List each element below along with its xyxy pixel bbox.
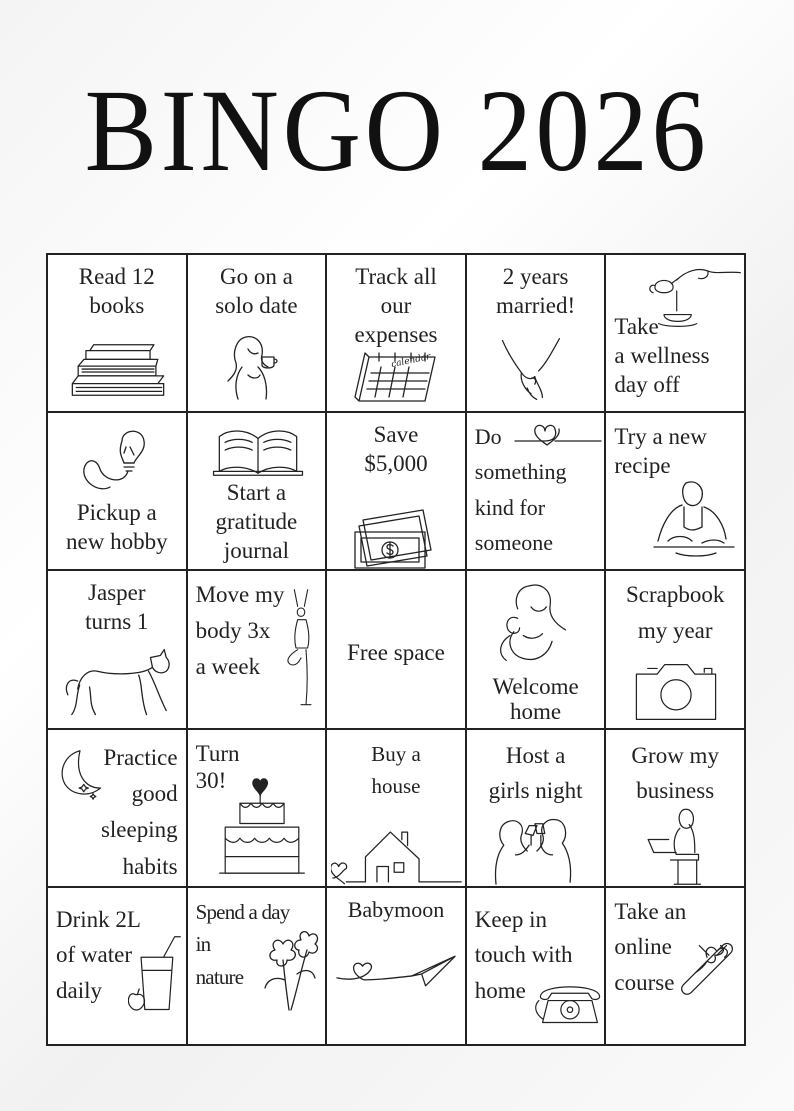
cell-label: Go on a solo date xyxy=(215,264,298,318)
moon-stars-icon xyxy=(52,746,108,804)
cell-label: Start a gratitude journal xyxy=(215,480,298,563)
woman-laptop-icon xyxy=(640,804,716,887)
chef-cooking-icon xyxy=(646,475,745,569)
bingo-cell-sleeping[interactable] xyxy=(47,729,187,887)
cell-label: 2 years married! xyxy=(496,264,576,318)
house-line-icon xyxy=(331,822,465,887)
cell-label: Pickup a new hobby xyxy=(66,500,168,554)
cell-label: Turn 30! xyxy=(195,740,240,794)
friends-toasting-icon xyxy=(483,812,587,887)
woman-drinking-coffee-icon xyxy=(218,327,298,407)
open-book-icon xyxy=(208,423,308,481)
cell-label: Try a new recipe xyxy=(614,424,707,478)
bingo-cell-girls-night[interactable] xyxy=(466,729,606,887)
bingo-cell-nature[interactable] xyxy=(187,887,327,1045)
books-stack-icon xyxy=(64,337,172,405)
holding-hands-icon xyxy=(491,331,571,407)
bingo-cell-move-body[interactable] xyxy=(187,570,327,728)
bingo-cell-new-hobby[interactable] xyxy=(47,412,187,570)
heart-line-icon xyxy=(505,417,605,457)
yoga-pose-icon xyxy=(276,577,326,728)
bingo-cell-read-books[interactable] xyxy=(47,254,187,412)
cat-icon xyxy=(60,645,178,725)
rotary-phone-icon xyxy=(533,964,606,1028)
cell-label: Babymoon xyxy=(347,896,445,922)
cell-label: Save $5,000 xyxy=(364,422,428,476)
birthday-cake-icon xyxy=(216,770,308,887)
cell-label: Jasper turns 1 xyxy=(85,580,149,635)
bingo-cell-gratitude-journal[interactable] xyxy=(187,412,327,570)
water-glass-apple-icon xyxy=(128,932,184,1018)
bingo-cell-jasper[interactable] xyxy=(47,570,187,728)
cell-label: Scrapbook my year xyxy=(626,582,725,644)
cell-label: Take an online course xyxy=(614,898,687,996)
bingo-cell-kindness[interactable] xyxy=(466,412,606,570)
bingo-cell-track-expenses[interactable] xyxy=(326,254,466,412)
diploma-scroll-icon xyxy=(674,924,742,1006)
tea-pouring-icon xyxy=(644,261,744,339)
bingo-cell-wellness-day[interactable] xyxy=(605,254,745,412)
bingo-cell-welcome-home[interactable] xyxy=(466,570,606,728)
bingo-cell-grow-business[interactable] xyxy=(605,729,745,887)
paper-plane-icon xyxy=(333,952,461,992)
cell-label: Buy a house xyxy=(371,741,421,799)
cell-label: Drink 2L of water daily xyxy=(56,906,141,1004)
cell-label: Read 12 books xyxy=(78,264,155,318)
flowers-icon xyxy=(244,930,326,1020)
bingo-cell-solo-date[interactable] xyxy=(187,254,327,412)
cell-label: Practice good sleeping habits xyxy=(100,744,178,879)
cell-label: Welcome home xyxy=(492,674,579,724)
money-bills-icon xyxy=(351,497,441,569)
bingo-cell-babymoon[interactable] xyxy=(326,887,466,1045)
bingo-cell-keep-in-touch[interactable] xyxy=(466,887,606,1045)
cell-label: Spend a day in nature xyxy=(195,899,290,989)
mother-baby-icon xyxy=(489,577,575,675)
cell-label: Host a girls night xyxy=(488,742,583,804)
bingo-cell-married[interactable] xyxy=(466,254,606,412)
bingo-cell-free-space[interactable] xyxy=(326,570,466,728)
bingo-cell-save-money[interactable] xyxy=(326,412,466,570)
bingo-cell-drink-water[interactable] xyxy=(47,887,187,1045)
cell-label: Do something kind for someone xyxy=(474,424,567,555)
cell-label: Take a wellness day off xyxy=(614,314,710,397)
bingo-cell-scrapbook[interactable] xyxy=(605,570,745,728)
cell-label: Grow my business xyxy=(631,742,719,804)
cell-label: Keep in touch with home xyxy=(474,906,573,1004)
bingo-cell-buy-house[interactable] xyxy=(326,729,466,887)
bingo-cell-turn-30[interactable] xyxy=(187,729,327,887)
cell-label: Free space xyxy=(347,640,445,666)
calendar-text: calendar xyxy=(390,351,432,371)
bingo-board xyxy=(46,253,746,1046)
lightbulb-icon xyxy=(66,421,166,501)
page-title: BINGO 2026 xyxy=(84,65,710,196)
cell-label: Move my body 3x a week xyxy=(195,582,285,679)
camera-icon xyxy=(628,659,724,725)
bingo-cell-new-recipe[interactable] xyxy=(605,412,745,570)
cell-label: Track all our expenses xyxy=(354,264,438,347)
bingo-cell-online-course[interactable] xyxy=(605,887,745,1045)
